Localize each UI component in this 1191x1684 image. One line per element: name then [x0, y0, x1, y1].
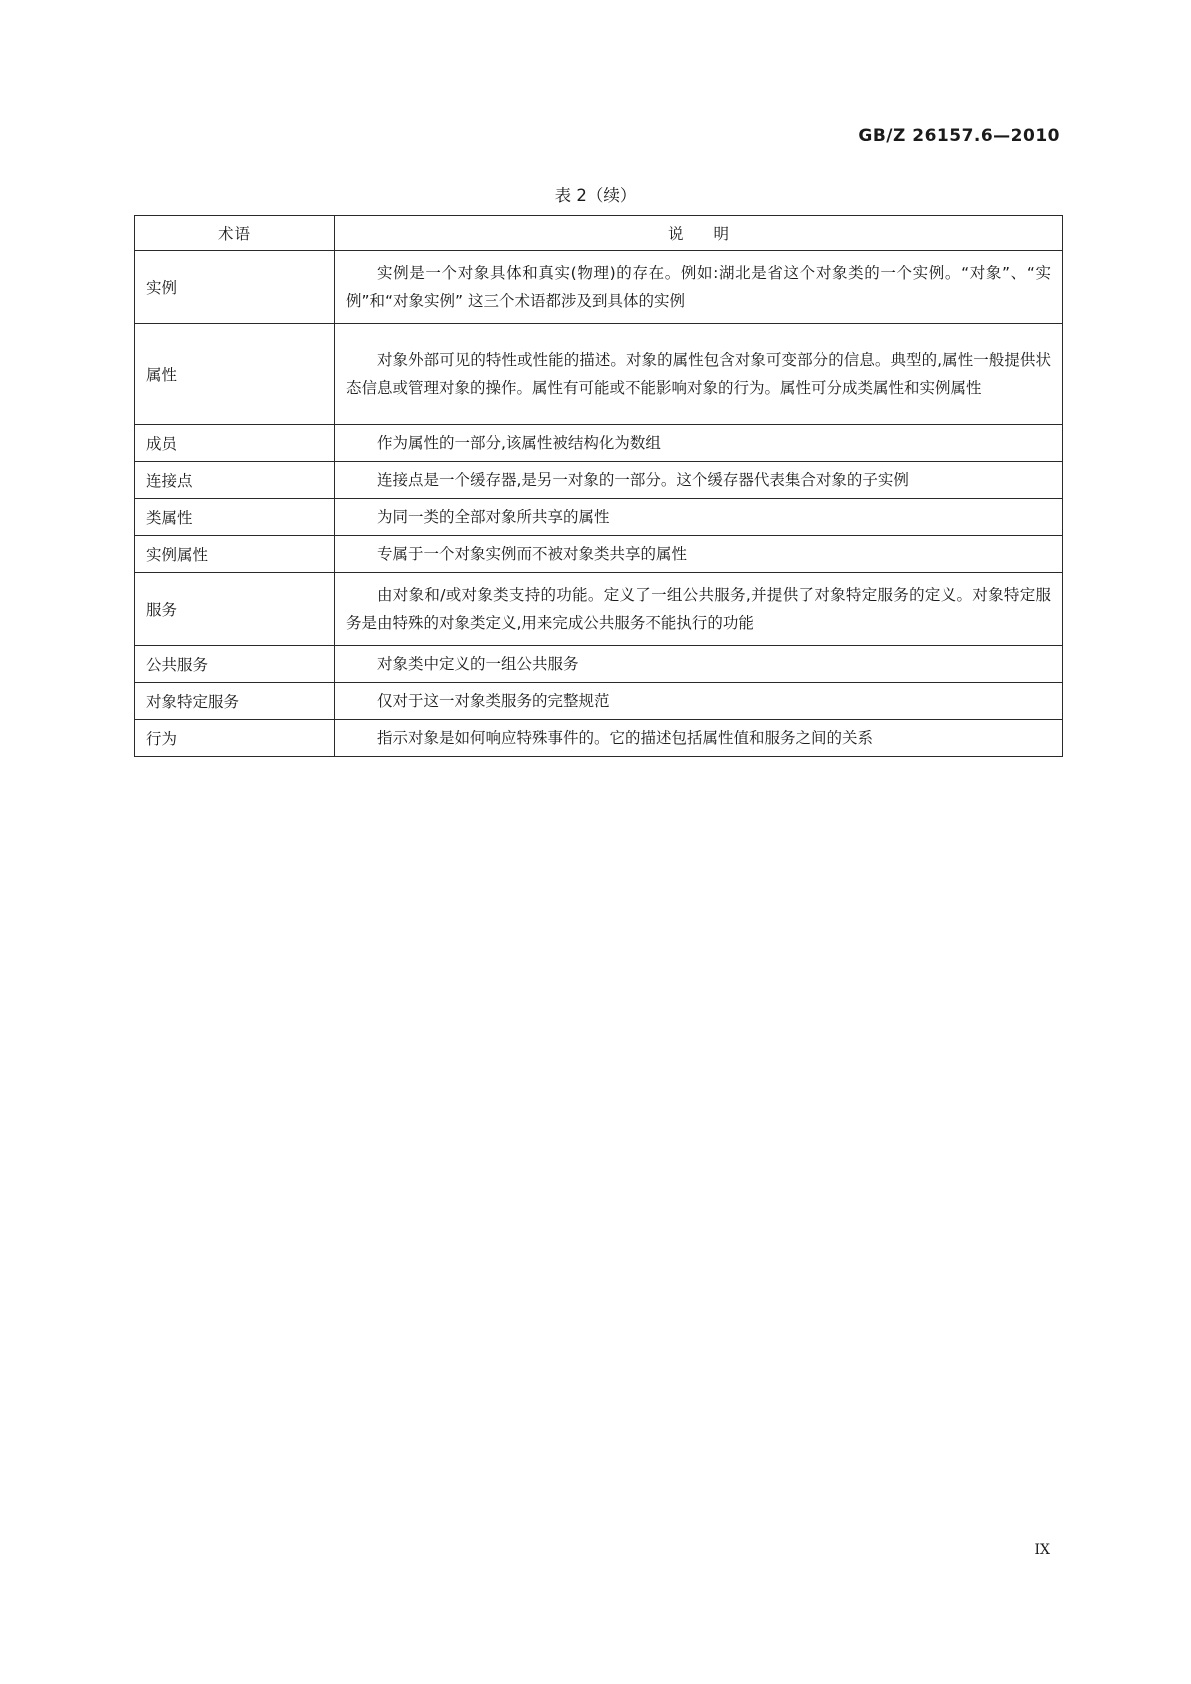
term-cell: 成员 — [135, 425, 335, 462]
term-cell: 对象特定服务 — [135, 683, 335, 720]
terms-table — [134, 215, 1063, 757]
table-row — [135, 646, 1063, 683]
description-cell: 作为属性的一部分,该属性被结构化为数组 — [335, 425, 1063, 462]
description-cell: 实例是一个对象具体和真实(物理)的存在。例如:湖北是省这个对象类的一个实例。“对象”、“实例”和“对象实例” 这三个术语都涉及到具体的实例 — [335, 251, 1063, 324]
table-row — [135, 462, 1063, 499]
table-row — [135, 536, 1063, 573]
term-cell: 实例属性 — [135, 536, 335, 573]
column-header-term: 术语 — [135, 216, 335, 251]
table-row — [135, 720, 1063, 757]
table-row — [135, 683, 1063, 720]
term-cell: 实例 — [135, 251, 335, 324]
table-row — [135, 573, 1063, 646]
table-row — [135, 251, 1063, 324]
description-cell: 指示对象是如何响应特殊事件的。它的描述包括属性值和服务之间的关系 — [335, 720, 1063, 757]
table-header-row — [135, 216, 1063, 251]
term-cell: 服务 — [135, 573, 335, 646]
description-cell: 连接点是一个缓存器,是另一对象的一部分。这个缓存器代表集合对象的子实例 — [335, 462, 1063, 499]
standard-number: GB/Z 26157.6—2010 — [858, 126, 1060, 146]
description-cell: 由对象和/或对象类支持的功能。定义了一组公共服务,并提供了对象特定服务的定义。对象特定服务是由特殊的对象类定义,用来完成公共服务不能执行的功能 — [335, 573, 1063, 646]
description-cell: 对象类中定义的一组公共服务 — [335, 646, 1063, 683]
column-header-description: 说明 — [335, 216, 1063, 251]
description-cell: 为同一类的全部对象所共享的属性 — [335, 499, 1063, 536]
table-row — [135, 499, 1063, 536]
page-number: IX — [1034, 1542, 1050, 1558]
term-cell: 行为 — [135, 720, 335, 757]
description-cell: 仅对于这一对象类服务的完整规范 — [335, 683, 1063, 720]
table-row — [135, 425, 1063, 462]
description-cell: 对象外部可见的特性或性能的描述。对象的属性包含对象可变部分的信息。典型的,属性一般提供状态信息或管理对象的操作。属性有可能或不能影响对象的行为。属性可分成类属性和实例属性 — [335, 324, 1063, 425]
table-caption: 表 2（续） — [554, 186, 637, 205]
term-cell: 属性 — [135, 324, 335, 425]
table-row — [135, 324, 1063, 425]
term-cell: 公共服务 — [135, 646, 335, 683]
term-cell: 连接点 — [135, 462, 335, 499]
term-cell: 类属性 — [135, 499, 335, 536]
description-cell: 专属于一个对象实例而不被对象类共享的属性 — [335, 536, 1063, 573]
